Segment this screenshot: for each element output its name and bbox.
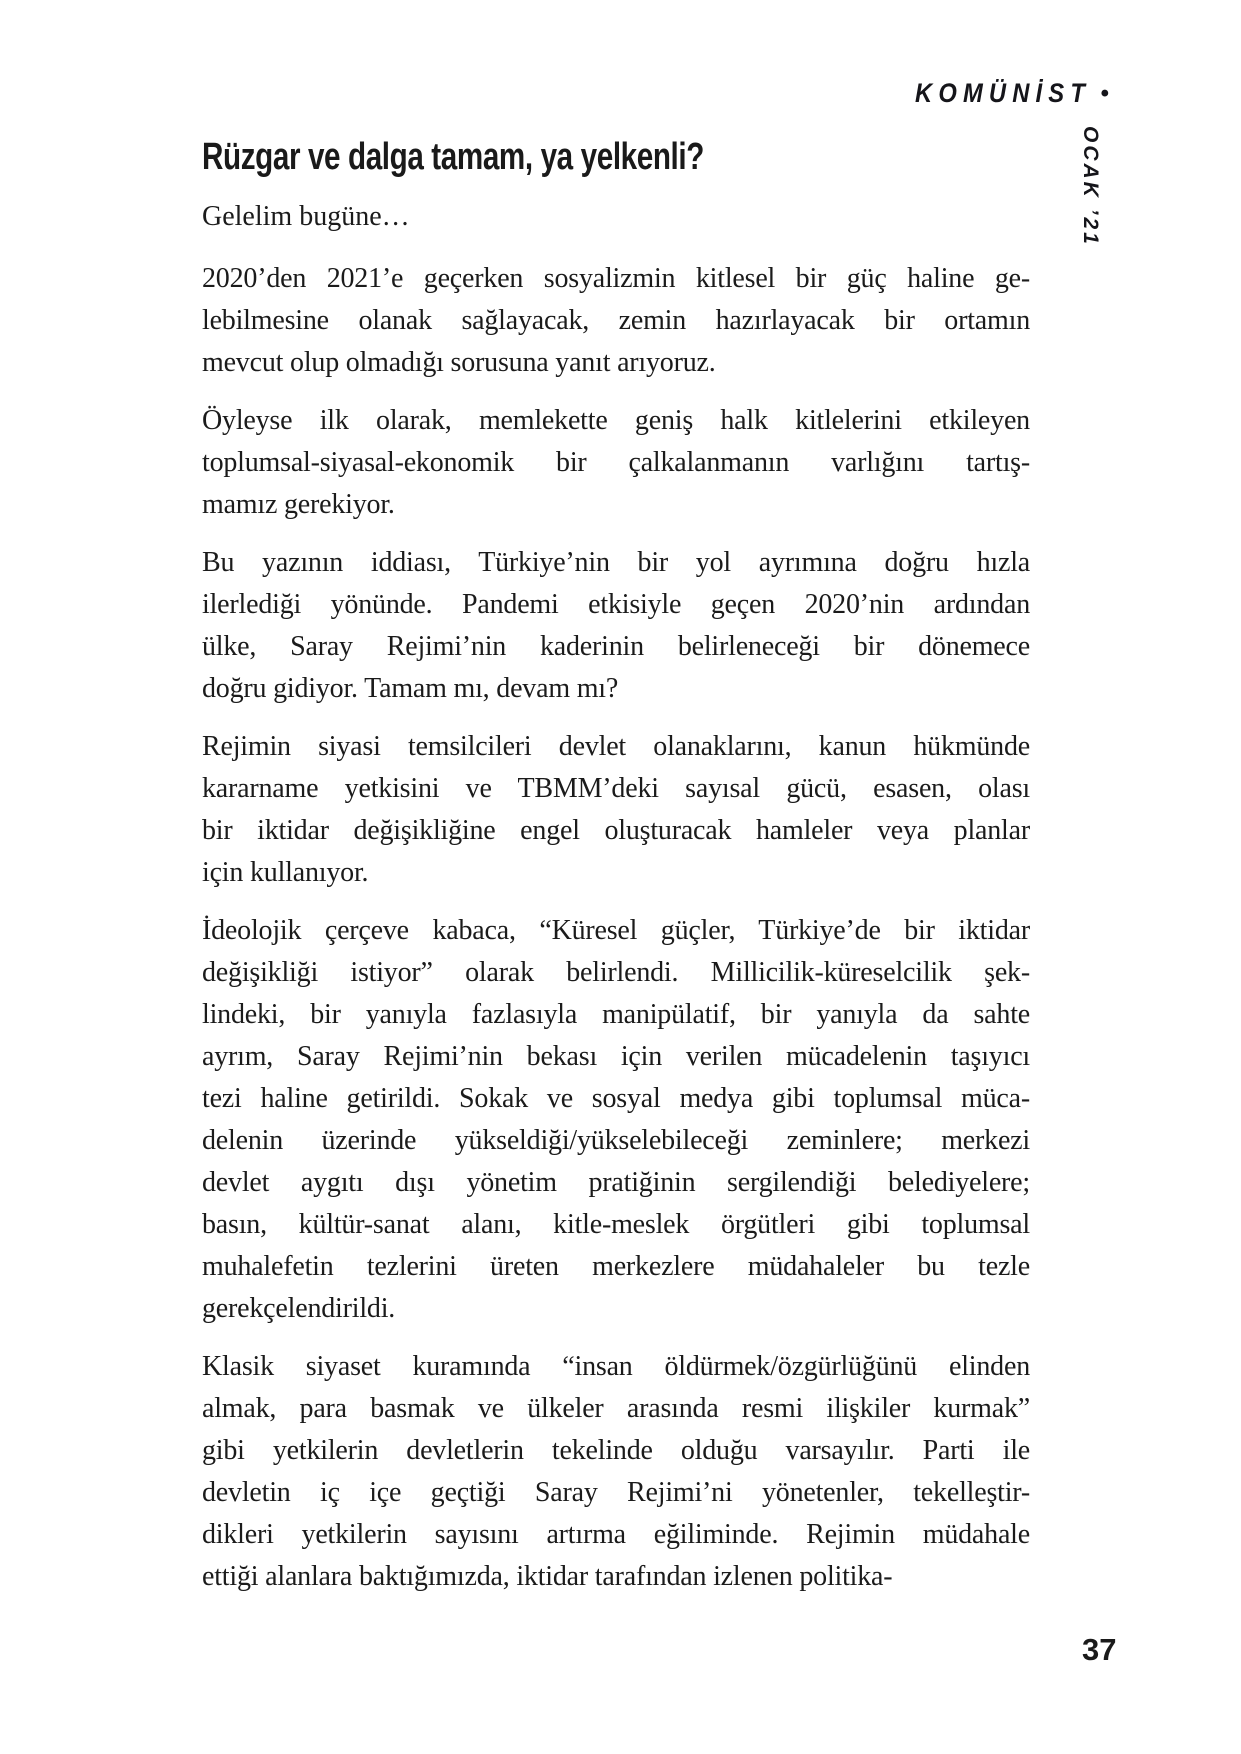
text-line: delenin üzerinde yükseldiği/yükselebileceği zeminlere; merkezi	[202, 1125, 1030, 1156]
bullet-dot-icon: •	[1100, 79, 1109, 107]
text-line: gibi yetkilerin devletlerin tekelinde olduğu varsayılır. Parti ile	[202, 1435, 1030, 1466]
text-line: lindeki, bir yanıyla fazlasıyla manipülatif, bir yanıyla da sahte	[202, 999, 1030, 1030]
text-line: bir iktidar değişikliğine engel oluşturacak hamleler veya planlar	[202, 815, 1030, 846]
text-line: Rejimin siyasi temsilcileri devlet olanaklarını, kanun hükmünde	[202, 731, 1030, 762]
paragraph	[202, 726, 1030, 894]
text-line: mevcut olup olmadığı sorusuna yanıt arıyoruz.	[202, 347, 716, 378]
article	[202, 134, 1030, 1614]
paragraph	[202, 400, 1030, 526]
text-line: ettiği alanlara baktığımızda, iktidar tarafından izlenen politika-	[202, 1561, 893, 1592]
text-line: İdeolojik çerçeve kabaca, “Küresel güçler, Türkiye’de bir iktidar	[202, 915, 1030, 946]
text-line: lebilmesine olanak sağlayacak, zemin hazırlayacak bir ortamın	[202, 305, 1030, 336]
text-line: mamız gerekiyor.	[202, 489, 395, 520]
text-line: devletin iç içe geçtiği Saray Rejimi’ni yönetenler, tekelleştir-	[202, 1477, 1030, 1508]
text-line: ülke, Saray Rejimi’nin kaderinin belirleneceği bir dönemece	[202, 631, 1030, 662]
text-line: Öyleyse ilk olarak, memlekette geniş halk kitlelerini etkileyen	[202, 405, 1030, 436]
text-line: gerekçelendirildi.	[202, 1293, 396, 1324]
paragraph	[202, 1346, 1030, 1598]
text-line: kararname yetkisini ve TBMM’deki sayısal gücü, esasen, olası	[202, 773, 1030, 804]
article-title: Rüzgar ve dalga tamam, ya yelkenli?	[202, 136, 704, 178]
text-line: toplumsal-siyasal-ekonomik bir çalkalanmanın varlığını tartış-	[202, 447, 1030, 478]
paragraph	[202, 542, 1030, 710]
text-line: Bu yazının iddiası, Türkiye’nin bir yol ayrımına doğru hızla	[202, 547, 1030, 578]
text-line: dikleri yetkilerin sayısını artırma eğiliminde. Rejimin müdahale	[202, 1519, 1030, 1550]
text-line: doğru gidiyor. Tamam mı, devam mı?	[202, 673, 619, 704]
magazine-title: KOMÜNİST	[914, 78, 1091, 108]
paragraph	[202, 910, 1030, 1330]
issue-date-vertical: OCAK ’21	[1079, 126, 1102, 247]
text-line: almak, para basmak ve ülkeler arasında resmi ilişkiler kurmak”	[202, 1393, 1030, 1424]
text-line: ayrım, Saray Rejimi’nin bekası için verilen mücadelenin taşıyıcı	[202, 1041, 1030, 1072]
masthead	[891, 78, 1109, 109]
paragraph	[202, 258, 1030, 384]
page-number: 37	[1082, 1632, 1117, 1667]
article-body	[202, 258, 1030, 1598]
text-line: muhalefetin tezlerini üreten merkezlere müdahaleler bu tezle	[202, 1251, 1030, 1282]
text-line: için kullanıyor.	[202, 857, 369, 888]
text-line: basın, kültür-sanat alanı, kitle-meslek örgütleri gibi toplumsal	[202, 1209, 1030, 1240]
text-line: Klasik siyaset kuramında “insan öldürmek/özgürlüğünü elinden	[202, 1351, 1030, 1382]
text-line: değişikliği istiyor” olarak belirlendi. Millicilik-küreselcilik şek-	[202, 957, 1030, 988]
text-line: tezi haline getirildi. Sokak ve sosyal medya gibi toplumsal müca-	[202, 1083, 1030, 1114]
article-intro: Gelelim bugüne…	[202, 201, 410, 232]
text-line: devlet aygıtı dışı yönetim pratiğinin sergilendiği belediyelere;	[202, 1167, 1030, 1198]
text-line: 2020’den 2021’e geçerken sosyalizmin kitlesel bir güç haline ge-	[202, 263, 1030, 294]
text-line: ilerlediği yönünde. Pandemi etkisiyle geçen 2020’nin ardından	[202, 589, 1030, 620]
